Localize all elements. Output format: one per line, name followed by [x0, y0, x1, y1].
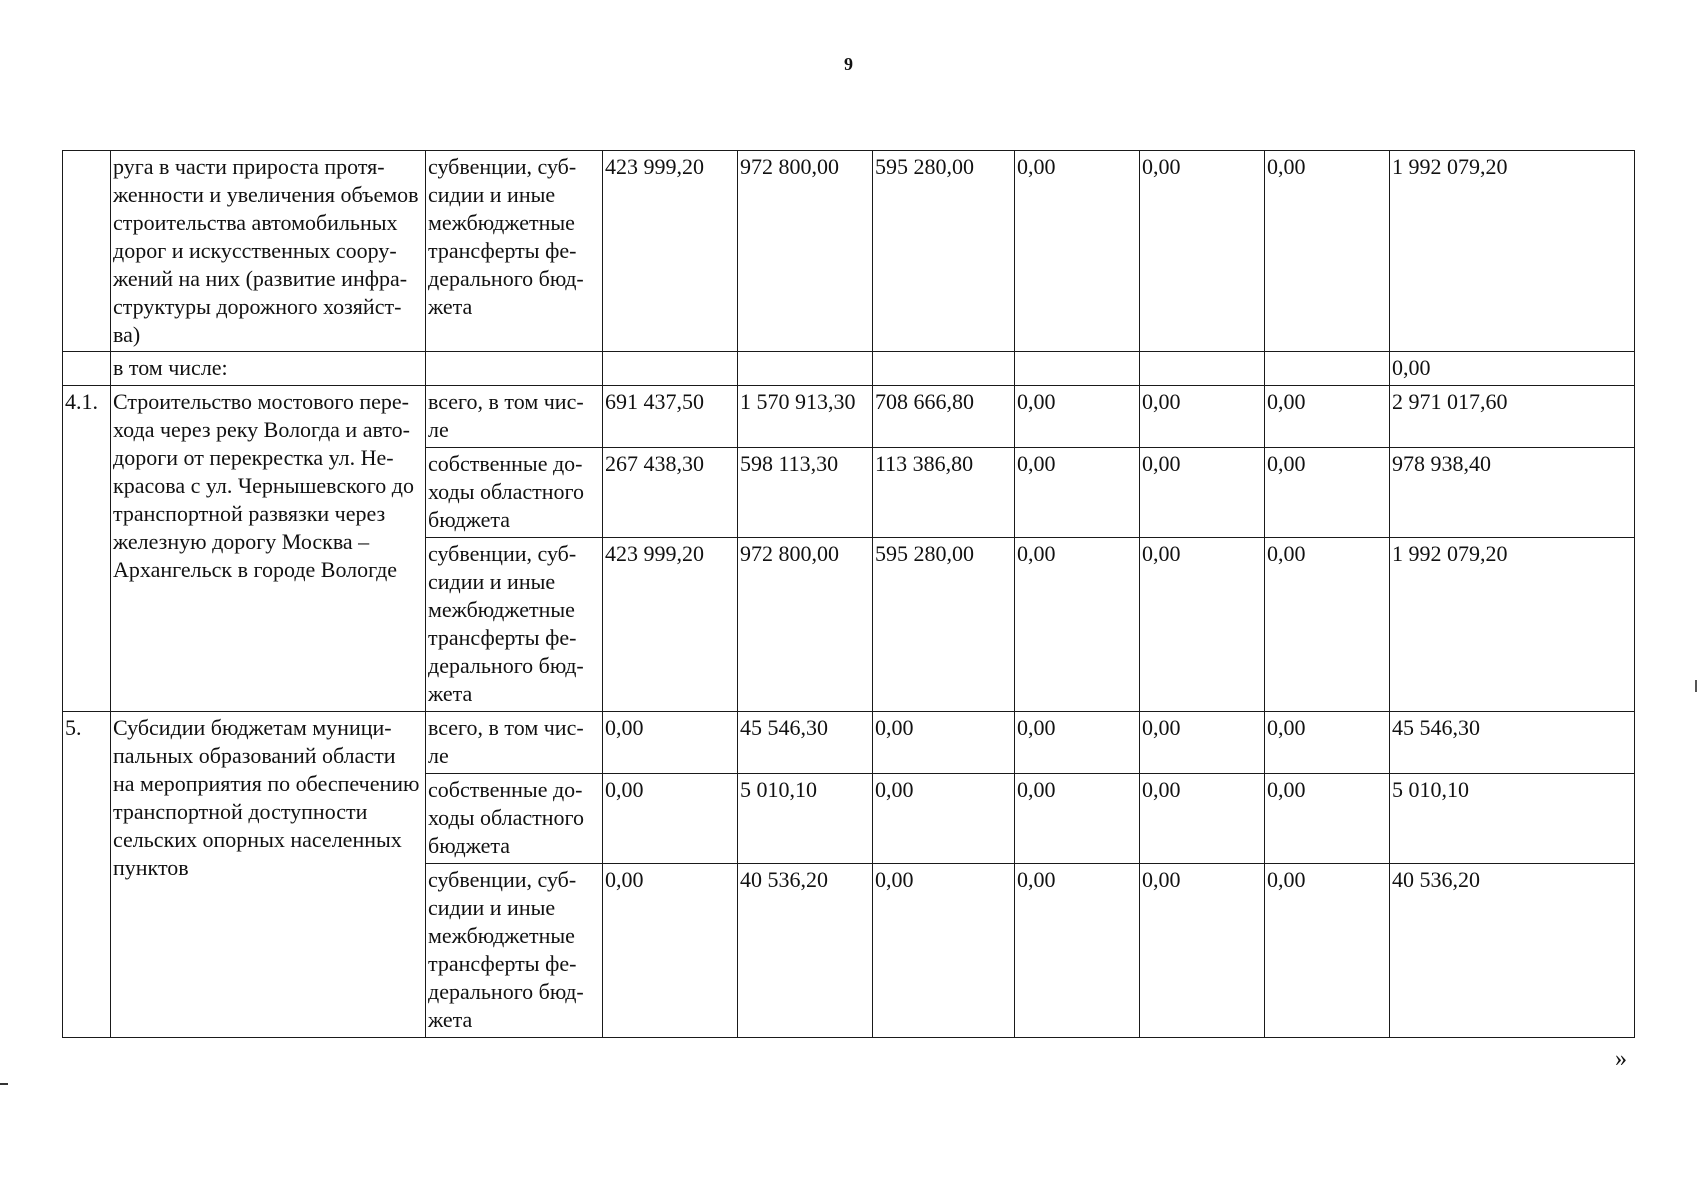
funding-source [426, 352, 603, 386]
value-cell: 0,00 [1265, 538, 1390, 712]
value-cell: 113 386,80 [873, 448, 1015, 538]
value-cell [1265, 352, 1390, 386]
row-name: в том числе: [111, 352, 426, 386]
value-cell: 267 438,30 [603, 448, 738, 538]
funding-source: собственные до-ходы областного бюджета [426, 774, 603, 864]
value-cell: 0,00 [1265, 712, 1390, 774]
value-cell: 0,00 [1140, 386, 1265, 448]
value-cell: 0,00 [1265, 151, 1390, 352]
value-cell: 5 010,10 [738, 774, 873, 864]
value-cell [1015, 352, 1140, 386]
value-cell: 0,00 [1015, 386, 1140, 448]
value-cell [873, 352, 1015, 386]
value-cell: 0,00 [1140, 774, 1265, 864]
row-name: руга в части прироста протя-женности и увеличения объемов строительства автомобильных дорог и искусственных соору-жений на них (развитие инфра-структуры дорожного хозяйст-ва) [111, 151, 426, 352]
value-cell: 0,00 [603, 774, 738, 864]
funding-source: субвенции, суб-сидии и иные межбюджетные трансферты фе-дерального бюд-жета [426, 151, 603, 352]
value-cell: 0,00 [1140, 864, 1265, 1038]
value-cell: 0,00 [1265, 774, 1390, 864]
value-cell: 0,00 [1015, 774, 1140, 864]
row-number [63, 352, 111, 386]
value-cell: 595 280,00 [873, 151, 1015, 352]
value-cell: 0,00 [1265, 386, 1390, 448]
value-cell: 0,00 [873, 712, 1015, 774]
value-cell: 0,00 [1015, 864, 1140, 1038]
table-row [63, 386, 1635, 448]
funding-source: собственные до-ходы областного бюджета [426, 448, 603, 538]
total-cell: 2 971 017,60 [1390, 386, 1635, 448]
row-number: 4.1. [63, 386, 111, 712]
total-cell: 0,00 [1390, 352, 1635, 386]
budget-table [62, 150, 1635, 1038]
value-cell [1140, 352, 1265, 386]
row-number: 5. [63, 712, 111, 1038]
value-cell: 0,00 [1015, 538, 1140, 712]
value-cell: 598 113,30 [738, 448, 873, 538]
total-cell: 1 992 079,20 [1390, 151, 1635, 352]
value-cell: 423 999,20 [603, 538, 738, 712]
row-name: Субсидии бюджетам муници-пальных образований области на мероприятия по обеспечению транспортной доступности сельских опорных населенных пунктов [111, 712, 426, 1038]
value-cell: 0,00 [603, 864, 738, 1038]
row-name: Строительство мостового пере-хода через реку Вологда и авто-дороги от перекрестка ул. Не-красова с ул. Чернышевского до транспортной развязки через железную дорогу Москва – Архангельск в городе Вологде [111, 386, 426, 712]
value-cell [603, 352, 738, 386]
value-cell: 0,00 [1015, 712, 1140, 774]
value-cell: 0,00 [1015, 448, 1140, 538]
scan-margin-mark [0, 1083, 8, 1085]
value-cell [738, 352, 873, 386]
page-number: 9 [844, 54, 853, 74]
value-cell: 691 437,50 [603, 386, 738, 448]
value-cell: 1 570 913,30 [738, 386, 873, 448]
value-cell: 0,00 [873, 864, 1015, 1038]
value-cell: 0,00 [1265, 864, 1390, 1038]
value-cell: 45 546,30 [738, 712, 873, 774]
value-cell: 972 800,00 [738, 538, 873, 712]
total-cell: 978 938,40 [1390, 448, 1635, 538]
value-cell: 0,00 [1265, 448, 1390, 538]
value-cell: 0,00 [1140, 538, 1265, 712]
total-cell: 45 546,30 [1390, 712, 1635, 774]
value-cell: 0,00 [603, 712, 738, 774]
total-cell: 5 010,10 [1390, 774, 1635, 864]
value-cell: 972 800,00 [738, 151, 873, 352]
value-cell: 708 666,80 [873, 386, 1015, 448]
value-cell: 0,00 [1140, 712, 1265, 774]
funding-source: субвенции, суб-сидии и иные межбюджетные трансферты фе-дерального бюд-жета [426, 538, 603, 712]
table-row [63, 151, 1635, 352]
closing-quote: » [1615, 1046, 1627, 1072]
total-cell: 1 992 079,20 [1390, 538, 1635, 712]
total-cell: 40 536,20 [1390, 864, 1635, 1038]
table-row [63, 352, 1635, 386]
funding-source: субвенции, суб-сидии и иные межбюджетные трансферты фе-дерального бюд-жета [426, 864, 603, 1038]
value-cell: 423 999,20 [603, 151, 738, 352]
funding-source: всего, в том чис-ле [426, 712, 603, 774]
value-cell: 0,00 [873, 774, 1015, 864]
table-row [63, 712, 1635, 774]
value-cell: 0,00 [1140, 448, 1265, 538]
value-cell: 40 536,20 [738, 864, 873, 1038]
row-number [63, 151, 111, 352]
value-cell: 0,00 [1140, 151, 1265, 352]
funding-source: всего, в том чис-ле [426, 386, 603, 448]
value-cell: 595 280,00 [873, 538, 1015, 712]
value-cell: 0,00 [1015, 151, 1140, 352]
